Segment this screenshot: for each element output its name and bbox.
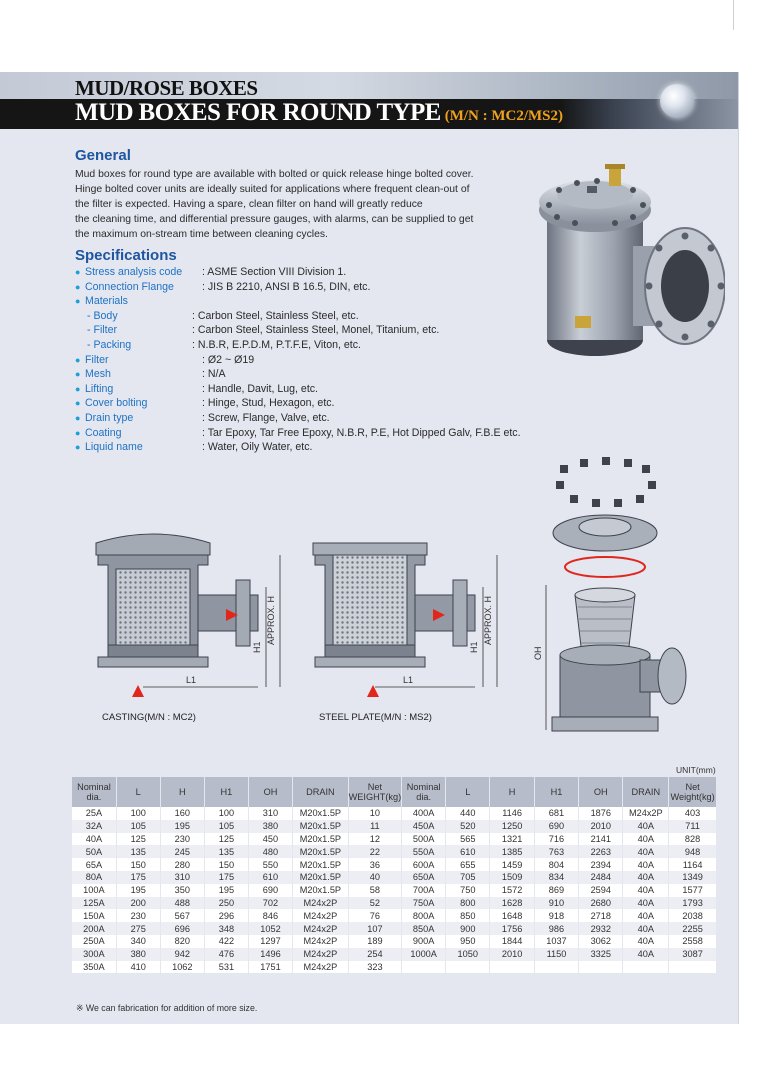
table-cell: 681 [534, 807, 578, 820]
table-cell: 1297 [248, 935, 292, 948]
table-cell: 40A [623, 858, 669, 871]
table-cell: 250A [72, 935, 116, 948]
table-cell: 1146 [490, 807, 534, 820]
table-cell: 195 [116, 884, 160, 897]
table-cell: 40A [623, 922, 669, 935]
spec-label: Materials [85, 295, 128, 308]
table-cell: 150A [72, 909, 116, 922]
table-cell [490, 961, 534, 974]
table-cell: 1250 [490, 820, 534, 833]
table-cell: 25A [72, 807, 116, 820]
table-cell: 567 [160, 909, 204, 922]
table-cell: 310 [160, 871, 204, 884]
table-cell: 40A [623, 909, 669, 922]
table-cell: 22 [348, 845, 402, 858]
column-header: DRAIN [293, 777, 348, 807]
table-cell [579, 961, 623, 974]
table-cell: 702 [248, 897, 292, 910]
table-cell: 750A [402, 897, 446, 910]
general-description [75, 167, 545, 242]
table-cell: 400A [402, 807, 446, 820]
table-cell: 650A [402, 871, 446, 884]
table-cell: 2038 [669, 909, 717, 922]
dim-h-label: APPROX. H [483, 595, 493, 645]
table-cell: 40A [623, 845, 669, 858]
column-header: OH [579, 777, 623, 807]
table-cell: 1793 [669, 897, 717, 910]
table-cell: 1648 [490, 909, 534, 922]
spec-label: - Body [87, 309, 118, 322]
table-cell: 850A [402, 922, 446, 935]
spec-label: Mesh [85, 368, 111, 381]
column-header: OH [248, 777, 292, 807]
table-cell: 100 [204, 807, 248, 820]
table-cell: 195 [204, 884, 248, 897]
table-cell: 2932 [579, 922, 623, 935]
table-cell: 610 [248, 871, 292, 884]
table-cell: 2680 [579, 897, 623, 910]
table-cell: 1628 [490, 897, 534, 910]
table-cell: M24x2P [293, 909, 348, 922]
steel-plate-cross-section-drawing [305, 525, 515, 703]
spec-label: Cover bolting [85, 397, 148, 410]
spec-value: : Handle, Davit, Lug, etc. [202, 382, 319, 395]
top-rule [733, 0, 734, 30]
bullet-icon: ● [75, 369, 81, 380]
table-cell: 450A [402, 820, 446, 833]
table-cell: 105 [204, 820, 248, 833]
table-row [72, 935, 717, 948]
table-cell: 10 [348, 807, 402, 820]
dim-h1-label: H1 [252, 641, 262, 653]
table-cell: M24x2P [293, 961, 348, 974]
table-cell: 600A [402, 858, 446, 871]
table-cell: 750 [446, 884, 490, 897]
spec-label: - Filter [87, 324, 118, 337]
table-cell: 175 [116, 871, 160, 884]
bullet-icon: ● [75, 412, 81, 423]
table-cell: 900A [402, 935, 446, 948]
bullet-icon: ● [75, 267, 81, 277]
column-header: L [446, 777, 490, 807]
table-cell: 2010 [490, 948, 534, 961]
table-cell: M20x1.5P [293, 833, 348, 846]
table-cell: M24x2P [623, 807, 669, 820]
mud-box-product-image [535, 150, 725, 365]
table-cell: 150 [116, 858, 160, 871]
table-cell: 100 [116, 807, 160, 820]
table-cell: 300A [72, 948, 116, 961]
table-row [72, 948, 717, 961]
table-cell: 195 [160, 820, 204, 833]
table-cell: 40A [623, 948, 669, 961]
table-cell [402, 961, 446, 974]
table-row [72, 858, 717, 871]
dim-l1-label: L1 [186, 675, 197, 685]
table-cell: 476 [204, 948, 248, 961]
spec-value: : Tar Epoxy, Tar Free Epoxy, N.B.R, P.E, Hot Dipped Galv, F.B.E etc. [202, 426, 521, 439]
table-cell: 40A [623, 884, 669, 897]
table-cell: 716 [534, 833, 578, 846]
bullet-icon: ● [75, 427, 81, 438]
table-cell: 846 [248, 909, 292, 922]
table-cell [669, 961, 717, 974]
table-cell: 150 [204, 858, 248, 871]
table-cell: 531 [204, 961, 248, 974]
table-cell: 403 [669, 807, 717, 820]
table-cell: 1577 [669, 884, 717, 897]
table-cell: M24x2P [293, 922, 348, 935]
spec-label: Stress analysis code [85, 266, 183, 278]
table-cell: 348 [204, 922, 248, 935]
table-cell: 310 [248, 807, 292, 820]
table-cell: 910 [534, 897, 578, 910]
table-cell: 410 [116, 961, 160, 974]
bullet-icon: ● [75, 281, 81, 292]
table-cell: 711 [669, 820, 717, 833]
table-cell: 296 [204, 909, 248, 922]
table-row [72, 909, 717, 922]
bullet-icon: ● [75, 354, 81, 365]
table-cell: 950 [446, 935, 490, 948]
table-cell: 1052 [248, 922, 292, 935]
column-header: DRAIN [623, 777, 669, 807]
spec-label: Filter [85, 353, 109, 366]
table-cell: 40 [348, 871, 402, 884]
table-cell: 135 [116, 845, 160, 858]
general-line: the maximum on-stream time between cleaning cycles. [75, 229, 328, 241]
table-cell: 2141 [579, 833, 623, 846]
table-cell: 160 [160, 807, 204, 820]
table-row [72, 897, 717, 910]
right-rule [738, 72, 739, 1024]
table-cell: 275 [116, 922, 160, 935]
category-title: MUD/ROSE BOXES [75, 76, 258, 100]
table-cell: 32A [72, 820, 116, 833]
table-row [72, 820, 717, 833]
table-cell: 550A [402, 845, 446, 858]
table-cell: 80A [72, 871, 116, 884]
table-cell: M20x1.5P [293, 884, 348, 897]
spec-value: : Carbon Steel, Stainless Steel, etc. [192, 309, 359, 322]
table-cell: 1321 [490, 833, 534, 846]
table-cell: 500A [402, 833, 446, 846]
general-heading: General [75, 147, 131, 164]
table-cell: 422 [204, 935, 248, 948]
spec-label: Lifting [85, 382, 114, 395]
casting-caption: CASTING(M/N : MC2) [102, 712, 196, 723]
table-cell: 690 [248, 884, 292, 897]
table-cell: 850 [446, 909, 490, 922]
table-cell [446, 961, 490, 974]
dim-l1-label: L1 [403, 675, 414, 685]
dim-h1-label: H1 [469, 641, 479, 653]
column-header: H [160, 777, 204, 807]
table-cell: 1756 [490, 922, 534, 935]
column-header: Nominal dia. [402, 777, 446, 807]
table-cell: 705 [446, 871, 490, 884]
table-cell: 986 [534, 922, 578, 935]
bullet-icon: ● [75, 296, 81, 307]
table-cell: 440 [446, 807, 490, 820]
table-cell: 820 [160, 935, 204, 948]
dimension-table [72, 777, 717, 973]
table-row [72, 833, 717, 846]
table-cell: 700A [402, 884, 446, 897]
table-cell: 105 [116, 820, 160, 833]
table-cell: 800 [446, 897, 490, 910]
table-cell [623, 961, 669, 974]
table-cell: 40A [623, 871, 669, 884]
spec-label: Liquid name [85, 441, 143, 454]
table-footnote: ※ We can fabrication for addition of more size. [76, 1003, 258, 1013]
spec-value: : Hinge, Stud, Hexagon, etc. [202, 397, 335, 410]
column-header: Nominal dia. [72, 777, 116, 807]
table-cell: 869 [534, 884, 578, 897]
spec-value: : ASME Section VIII Division 1. [202, 266, 347, 278]
table-cell: 1150 [534, 948, 578, 961]
page-title-text: MUD BOXES FOR ROUND TYPE [75, 99, 441, 126]
table-cell: M20x1.5P [293, 871, 348, 884]
table-cell: 230 [160, 833, 204, 846]
table-cell: 1385 [490, 845, 534, 858]
table-cell: 58 [348, 884, 402, 897]
table-cell: 800A [402, 909, 446, 922]
table-cell: 125 [116, 833, 160, 846]
table-cell: M20x1.5P [293, 858, 348, 871]
table-cell: 230 [116, 909, 160, 922]
table-cell: 76 [348, 909, 402, 922]
table-cell: 1572 [490, 884, 534, 897]
table-row [72, 807, 717, 820]
table-cell: 942 [160, 948, 204, 961]
bullet-icon: ● [75, 442, 81, 453]
table-cell: 2718 [579, 909, 623, 922]
table-cell: 3325 [579, 948, 623, 961]
column-header: Net WEIGHT(kg) [348, 777, 402, 807]
table-cell: M20x1.5P [293, 845, 348, 858]
table-header-row [72, 777, 717, 807]
table-cell: 1062 [160, 961, 204, 974]
table-cell: 189 [348, 935, 402, 948]
table-cell: 2594 [579, 884, 623, 897]
column-header: H1 [534, 777, 578, 807]
table-row [72, 961, 717, 974]
table-cell: 3062 [579, 935, 623, 948]
table-cell: 125 [204, 833, 248, 846]
table-cell: 40A [623, 833, 669, 846]
spec-label: Connection Flange [85, 280, 174, 293]
table-cell: 11 [348, 820, 402, 833]
dim-h-label: APPROX. H [266, 595, 276, 645]
table-cell: 918 [534, 909, 578, 922]
table-cell: 565 [446, 833, 490, 846]
column-header: Net Weight(kg) [669, 777, 717, 807]
title-band-fade [560, 99, 738, 129]
table-cell: 175 [204, 871, 248, 884]
table-cell: M24x2P [293, 935, 348, 948]
table-cell: 323 [348, 961, 402, 974]
table-cell: 696 [160, 922, 204, 935]
spec-label: Coating [85, 426, 122, 439]
table-cell: 50A [72, 845, 116, 858]
table-cell: 380 [116, 948, 160, 961]
casting-cross-section-drawing [88, 525, 298, 703]
table-cell: 2010 [579, 820, 623, 833]
table-cell: 900 [446, 922, 490, 935]
table-cell: 350A [72, 961, 116, 974]
table-cell: 1751 [248, 961, 292, 974]
table-cell: 1496 [248, 948, 292, 961]
table-cell: 655 [446, 858, 490, 871]
table-cell: 480 [248, 845, 292, 858]
table-cell: 280 [160, 858, 204, 871]
table-cell: 245 [160, 845, 204, 858]
table-cell: 1164 [669, 858, 717, 871]
column-header: H1 [204, 777, 248, 807]
table-cell: M20x1.5P [293, 820, 348, 833]
table-cell: 828 [669, 833, 717, 846]
table-cell: 610 [446, 845, 490, 858]
spec-value: : Ø2 ~ Ø19 [202, 353, 255, 366]
water-drop-graphic [660, 84, 694, 118]
table-cell: 52 [348, 897, 402, 910]
specifications-heading: Specifications [75, 247, 177, 264]
table-cell: 2558 [669, 935, 717, 948]
table-cell: 40A [623, 935, 669, 948]
table-cell: 2394 [579, 858, 623, 871]
spec-value: : JIS B 2210, ANSI B 16.5, DIN, etc. [202, 280, 371, 293]
table-cell: 2263 [579, 845, 623, 858]
bullet-icon: ● [75, 383, 81, 394]
general-line: the cleaning time, and differential pressure gauges, with alarms, can be supplied to get [75, 214, 474, 226]
table-cell: 1037 [534, 935, 578, 948]
table-cell: 250 [204, 897, 248, 910]
table-cell: 36 [348, 858, 402, 871]
table-cell: 1876 [579, 807, 623, 820]
spec-label: - Packing [87, 338, 132, 351]
spec-value: : N.B.R, E.P.D.M, P.T.F.E, Viton, etc. [192, 338, 361, 351]
table-cell: 1844 [490, 935, 534, 948]
page-title [75, 99, 563, 127]
table-cell: 1000A [402, 948, 446, 961]
table-cell: 40A [72, 833, 116, 846]
table-cell: 3087 [669, 948, 717, 961]
table-cell: 834 [534, 871, 578, 884]
table-cell: M24x2P [293, 897, 348, 910]
table-cell: 2255 [669, 922, 717, 935]
column-header: L [116, 777, 160, 807]
table-cell: 948 [669, 845, 717, 858]
unit-label: UNIT(mm) [676, 765, 716, 775]
table-cell: M20x1.5P [293, 807, 348, 820]
spec-value: : Carbon Steel, Stainless Steel, Monel, Titanium, etc. [192, 324, 440, 337]
table-cell: 804 [534, 858, 578, 871]
spec-value: : Water, Oily Water, etc. [202, 441, 313, 454]
steel-plate-caption: STEEL PLATE(M/N : MS2) [319, 712, 432, 723]
table-cell: 65A [72, 858, 116, 871]
table-cell: 107 [348, 922, 402, 935]
spec-value: : Screw, Flange, Valve, etc. [202, 411, 330, 424]
general-line: Hinge bolted cover units are ideally suited for applications where frequent clean-out of [75, 184, 470, 196]
table-cell: 550 [248, 858, 292, 871]
table-cell: 40A [623, 897, 669, 910]
table-cell: 200A [72, 922, 116, 935]
table-cell: 254 [348, 948, 402, 961]
table-cell: 1349 [669, 871, 717, 884]
table-cell: 135 [204, 845, 248, 858]
column-header: H [490, 777, 534, 807]
model-number: (M/N : MC2/MS2) [444, 108, 564, 124]
table-cell: 100A [72, 884, 116, 897]
spec-value: : N/A [202, 368, 226, 381]
general-line: Mud boxes for round type are available with bolted or quick release hinge bolted cover. [75, 169, 474, 180]
dim-oh-label: OH [533, 646, 543, 660]
table-cell: 763 [534, 845, 578, 858]
table-cell: 12 [348, 833, 402, 846]
table-cell: 488 [160, 897, 204, 910]
table-row [72, 845, 717, 858]
table-row [72, 884, 717, 897]
table-cell: 350 [160, 884, 204, 897]
table-cell: 1459 [490, 858, 534, 871]
table-cell: 450 [248, 833, 292, 846]
table-row [72, 871, 717, 884]
table-cell: 2484 [579, 871, 623, 884]
table-cell: 125A [72, 897, 116, 910]
table-cell: 1509 [490, 871, 534, 884]
table-cell: 380 [248, 820, 292, 833]
table-cell: 340 [116, 935, 160, 948]
table-cell: 1050 [446, 948, 490, 961]
general-line: the filter is expected. Having a spare, clean filter on hand will greatly reduce [75, 199, 423, 211]
table-cell: 200 [116, 897, 160, 910]
table-cell: 520 [446, 820, 490, 833]
bullet-icon: ● [75, 398, 81, 409]
table-cell: 40A [623, 820, 669, 833]
table-cell [534, 961, 578, 974]
spec-label: Drain type [85, 411, 134, 424]
exploded-view-drawing [530, 455, 700, 745]
table-cell: 690 [534, 820, 578, 833]
table-cell: M24x2P [293, 948, 348, 961]
table-row [72, 922, 717, 935]
